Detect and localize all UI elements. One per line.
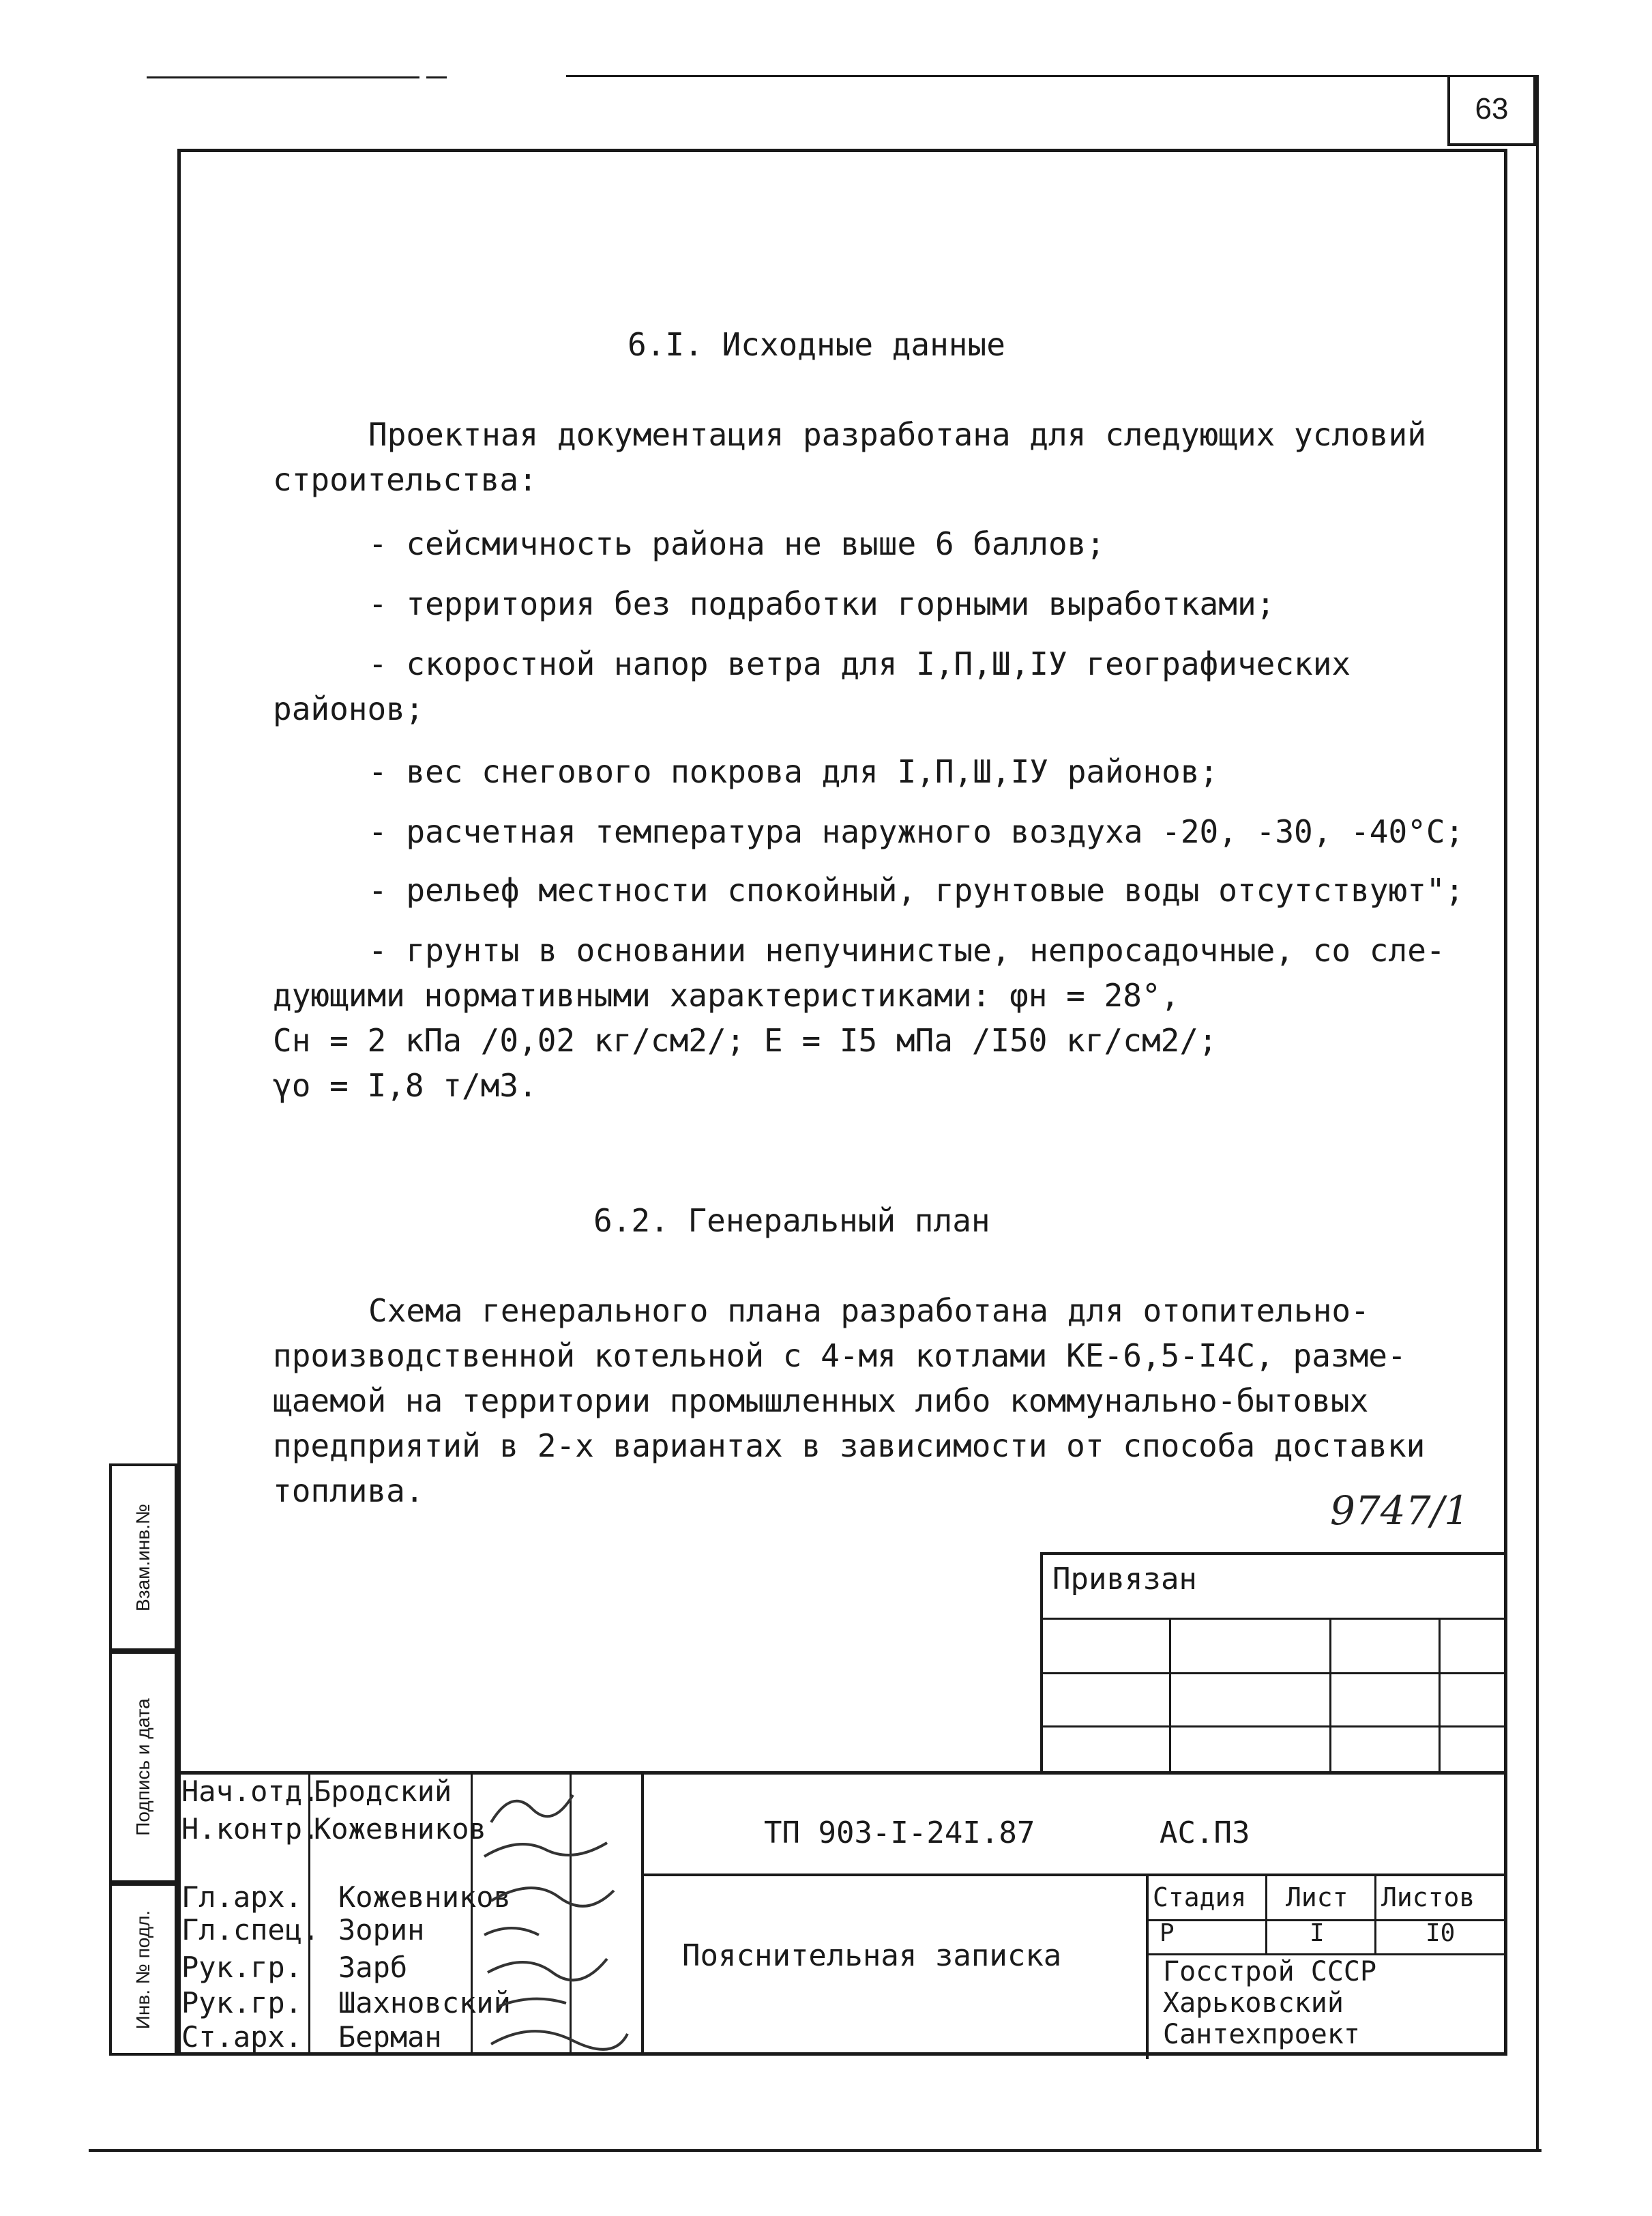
bottom-edge-line xyxy=(89,2149,1542,2152)
signature-scribbles xyxy=(471,1775,641,2059)
list-item-temperature xyxy=(273,809,1464,854)
tb-vline xyxy=(1265,1874,1267,1955)
body-line: производственной котельной с 4-мя котлами КЕ-6,5-I4С, разме- xyxy=(273,1337,1406,1374)
list-item-territory xyxy=(273,581,1446,626)
list-item-seismic xyxy=(273,521,1446,566)
list-item-wind xyxy=(273,641,1446,731)
signatory-name: Зарб xyxy=(338,1951,408,1984)
title-block xyxy=(177,1771,1507,2056)
sheets-value: I0 xyxy=(1426,1919,1456,1947)
stage-header: Стадия xyxy=(1153,1882,1247,1912)
body-line: щаемой на территории промышленных либо коммунально-бытовых xyxy=(273,1382,1369,1419)
side-label: Подпись и дата xyxy=(132,1698,153,1836)
sheets-header: Листов xyxy=(1381,1882,1475,1912)
tb-vline xyxy=(1146,1874,1149,2059)
document-mark: АС.ПЗ xyxy=(1160,1816,1250,1850)
signatory-name: Берман xyxy=(338,2020,442,2054)
section1-intro xyxy=(273,412,1446,502)
section-heading-initial-data: 6.I. Исходные данные xyxy=(628,326,1005,363)
signatory-role: Нач.отд. xyxy=(181,1775,320,1808)
intro-line: Проектная документация разработана для следующих условий xyxy=(368,416,1426,453)
list-item-text: - грунты в основании непучинистые, непросадочные, со сле- xyxy=(368,932,1445,969)
signatory-role: Рук.гр. xyxy=(181,1951,303,1984)
signatory-role: Гл.арх. xyxy=(181,1880,303,1914)
top-edge-line-2 xyxy=(426,76,447,78)
side-column-replacement-inv xyxy=(109,1463,177,1651)
list-item-text: районов; xyxy=(273,690,424,727)
section2-body xyxy=(273,1288,1446,1513)
organization-line: Госстрой СССР xyxy=(1163,1956,1377,1987)
right-edge-line xyxy=(1536,75,1539,2149)
page-number: 63 xyxy=(1447,75,1536,146)
list-item-text: - рельеф местности спокойный, грунтовые воды отсутствуют"; xyxy=(368,872,1464,909)
list-item-text: - сейсмичность района не выше 6 баллов; xyxy=(368,525,1106,562)
body-line: топлива. xyxy=(273,1472,424,1509)
list-item-text: дующими нормативными характеристиками: φн = 28°, xyxy=(273,977,1180,1014)
stage-value: Р xyxy=(1160,1919,1175,1947)
signatory-role: Н.контр. xyxy=(181,1812,320,1846)
signatory-role: Рук.гр. xyxy=(181,1986,303,2020)
tb-vline xyxy=(641,1775,644,2056)
signatory-name: Кожевников xyxy=(338,1880,511,1914)
stamp-hline xyxy=(1043,1672,1505,1674)
document-code: ТП 903-I-24I.87 xyxy=(764,1816,1035,1850)
list-item-relief xyxy=(273,868,1464,913)
signatory-name: Зорин xyxy=(338,1913,425,1947)
list-item-text: γо = I,8 т/м3. xyxy=(273,1067,537,1104)
signatory-role: Гл.спец. xyxy=(181,1913,320,1947)
list-item-text: Сн = 2 кПа /0,02 кг/см2/; Е = I5 мПа /I50 кг/см2/; xyxy=(273,1022,1218,1059)
sheet-header: Лист xyxy=(1286,1882,1348,1912)
signatory-name: Шахновский xyxy=(338,1986,511,2020)
organization-line: Сантехпроект xyxy=(1163,2019,1360,2050)
tb-hline xyxy=(1146,1953,1507,1955)
side-column-signature-date xyxy=(109,1651,177,1883)
document-name: Пояснительная записка xyxy=(682,1938,1062,1973)
list-item-soil xyxy=(273,928,1446,1108)
stamp-vline xyxy=(1169,1618,1171,1774)
stamp-hline xyxy=(1043,1725,1505,1727)
side-column-original-inv xyxy=(109,1883,177,2056)
tb-hline xyxy=(641,1874,1507,1876)
organization-line: Харьковский xyxy=(1163,1987,1344,2019)
top-edge-line-1 xyxy=(147,76,419,78)
side-label: Инв. № подл. xyxy=(132,1910,153,2029)
body-line: предприятий в 2-х вариантах в зависимости от способа доставки xyxy=(273,1427,1426,1464)
binding-stamp xyxy=(1040,1552,1507,1774)
list-item-text: - вес снегового покрова для I,П,Ш,IУ районов; xyxy=(368,753,1219,790)
handwritten-archive-number: 9747/1 xyxy=(1330,1487,1470,1534)
binding-stamp-title: Привязан xyxy=(1052,1562,1197,1597)
top-edge-line-3 xyxy=(566,75,1535,77)
tb-vline xyxy=(1374,1874,1376,1955)
list-item-text: - территория без подработки горными выработками; xyxy=(368,585,1275,622)
side-label: Взам.инв.№ xyxy=(132,1503,153,1612)
stamp-vline xyxy=(1439,1618,1441,1774)
signatory-role: Ст.арх. xyxy=(181,2020,303,2054)
body-line: Схема генерального плана разработана для отопительно- xyxy=(368,1292,1370,1329)
sheet-value: I xyxy=(1310,1919,1325,1947)
list-item-snow xyxy=(273,749,1446,794)
stamp-hline xyxy=(1043,1618,1505,1620)
list-item-text: - расчетная температура наружного воздуха -20, -30, -40°С; xyxy=(368,813,1464,850)
intro-line: строительства: xyxy=(273,461,537,498)
stamp-vline xyxy=(1329,1618,1331,1774)
list-item-text: - скоростной напор ветра для I,П,Ш,IУ географических xyxy=(368,645,1351,682)
signatory-name: Кожевников xyxy=(314,1812,486,1846)
signatory-name: Бродский xyxy=(314,1775,452,1808)
section-heading-general-plan: 6.2. Генеральный план xyxy=(593,1202,990,1239)
